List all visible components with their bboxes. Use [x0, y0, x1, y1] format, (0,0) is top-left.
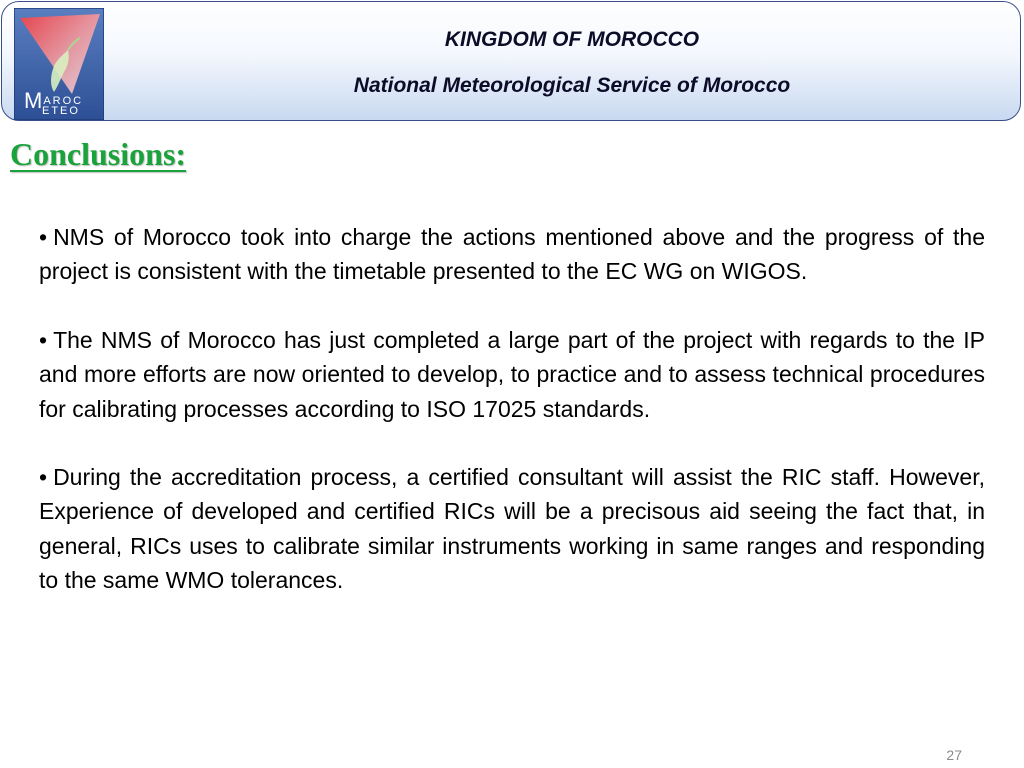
bullet-list	[39, 220, 985, 632]
logo-text-meteo: ETEO	[42, 105, 80, 117]
section-heading-conclusions: Conclusions:	[10, 136, 187, 172]
header-title-kingdom: KINGDOM OF MOROCCO	[444, 28, 700, 51]
bullet-marker: •	[39, 464, 48, 491]
bullet-item-2	[39, 323, 985, 426]
bullet-text-1: NMS of Morocco took into charge the actions mentioned above and the progress of the project is consistent with the timetable presented to the EC WG on WIGOS.	[39, 224, 985, 285]
header-title-service: National Meteorological Service of Morocco	[353, 74, 791, 97]
bullet-item-3	[39, 460, 985, 598]
bullet-marker: •	[39, 224, 48, 250]
maroc-meteo-logo	[14, 8, 104, 120]
logo-text-maroc: MAROC	[24, 88, 84, 113]
bullet-marker: •	[39, 326, 48, 353]
page-number: 27	[946, 747, 962, 763]
bullet-item-1	[39, 220, 985, 289]
bullet-text-3: During the accreditation process, a certified consultant will assist the RIC staff. However, Experience of developed and certified RICs will be a precisous aid seeing the fact that, in general, RICs uses to calibrate similar instruments working in same ranges and responding to the same WMO tolerances.	[39, 464, 985, 594]
bullet-text-2: The NMS of Morocco has just completed a large part of the project with regards to the IP and more efforts are now oriented to develop, to practice and to assess technical procedures for calibrating processes according to ISO 17025 standards.	[39, 326, 985, 422]
slide-header	[1, 1, 1021, 121]
